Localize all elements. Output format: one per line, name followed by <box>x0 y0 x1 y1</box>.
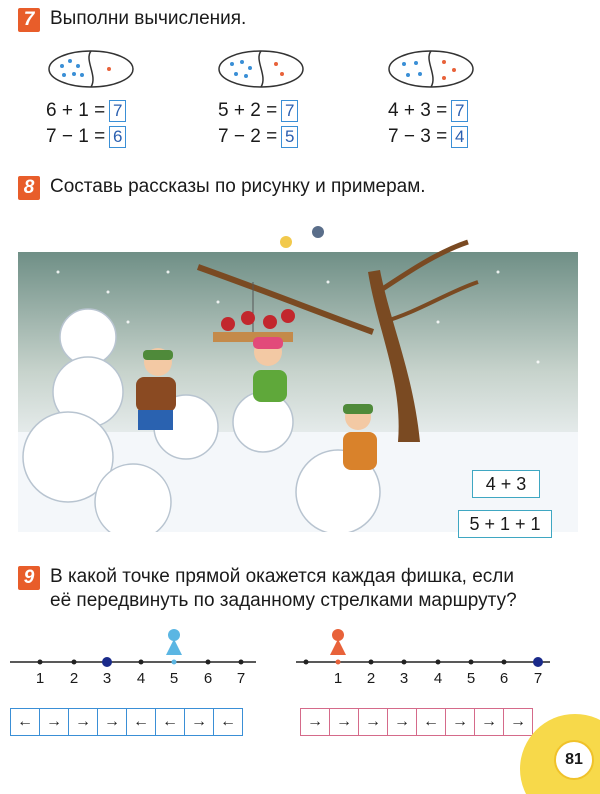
blue-chip-icon <box>166 629 182 655</box>
answer-box[interactable]: 4 <box>451 126 468 148</box>
dots-oval-1 <box>46 48 136 90</box>
task-8-number: 8 <box>18 176 40 200</box>
arrow-left-icon: ← <box>156 709 185 735</box>
arrow-right-icon: → <box>359 709 388 735</box>
equation-3-sub: 7 − 3 = 4 <box>388 126 468 148</box>
tick-label: 1 <box>333 670 343 687</box>
number-line-1 <box>10 624 260 674</box>
task-9-text-line2: её передвинуть по заданному стрелками маршруту? <box>50 590 517 611</box>
task-9-number: 9 <box>18 566 40 590</box>
arrow-right-icon: → <box>330 709 359 735</box>
arrow-left-icon: ← <box>11 709 40 735</box>
tick-label: 3 <box>399 670 409 687</box>
tick-label: 3 <box>102 670 112 687</box>
tick-label: 6 <box>203 670 213 687</box>
tick-label: 4 <box>433 670 443 687</box>
arrow-right-icon: → <box>69 709 98 735</box>
equation-2-sub: 7 − 2 = 5 <box>218 126 298 148</box>
arrow-right-icon: → <box>388 709 417 735</box>
arrow-route-2 <box>300 708 533 736</box>
arrow-route-1 <box>10 708 243 736</box>
task-8-text: Составь рассказы по рисунку и примерам. <box>50 176 426 197</box>
equation-2-add: 5 + 2 = 7 <box>218 100 298 122</box>
arrow-right-icon: → <box>446 709 475 735</box>
arrow-right-icon: → <box>301 709 330 735</box>
tick-label: 7 <box>236 670 246 687</box>
tick-label: 1 <box>35 670 45 687</box>
answer-box[interactable]: 5 <box>281 126 298 148</box>
arrow-right-icon: → <box>40 709 69 735</box>
task-9-text-line1: В какой точке прямой окажется каждая фишка, если <box>50 566 514 587</box>
tick-label: 5 <box>466 670 476 687</box>
tick-label: 6 <box>499 670 509 687</box>
equation-3-add: 4 + 3 = 7 <box>388 100 468 122</box>
arrow-left-icon: ← <box>417 709 446 735</box>
example-box-2: 5 + 1 + 1 <box>458 510 552 538</box>
equation-1-sub: 7 − 1 = 6 <box>46 126 126 148</box>
task-7-text: Выполни вычисления. <box>50 8 247 29</box>
arrow-right-icon: → <box>98 709 127 735</box>
answer-box[interactable]: 7 <box>281 100 298 122</box>
example-box-1: 4 + 3 <box>472 470 540 498</box>
tick-label: 4 <box>136 670 146 687</box>
arrow-right-icon: → <box>475 709 504 735</box>
tick-label: 2 <box>366 670 376 687</box>
answer-box[interactable]: 7 <box>109 100 126 122</box>
number-line-2 <box>296 624 552 674</box>
answer-box[interactable]: 6 <box>109 126 126 148</box>
dots-oval-2 <box>216 48 306 90</box>
arrow-right-icon: → <box>185 709 214 735</box>
arrow-left-icon: ← <box>220 713 236 730</box>
task-7-number: 7 <box>18 8 40 32</box>
tick-label: 2 <box>69 670 79 687</box>
dots-oval-3 <box>386 48 476 90</box>
answer-box[interactable]: 7 <box>451 100 468 122</box>
arrow-left-icon: ← <box>127 709 156 735</box>
equation-1-add: 6 + 1 = 7 <box>46 100 126 122</box>
page-number: 81 <box>554 740 594 780</box>
tick-label: 5 <box>169 670 179 687</box>
tick-label: 7 <box>533 670 543 687</box>
arrow-right-icon: → <box>510 713 526 730</box>
red-chip-icon <box>330 629 346 655</box>
